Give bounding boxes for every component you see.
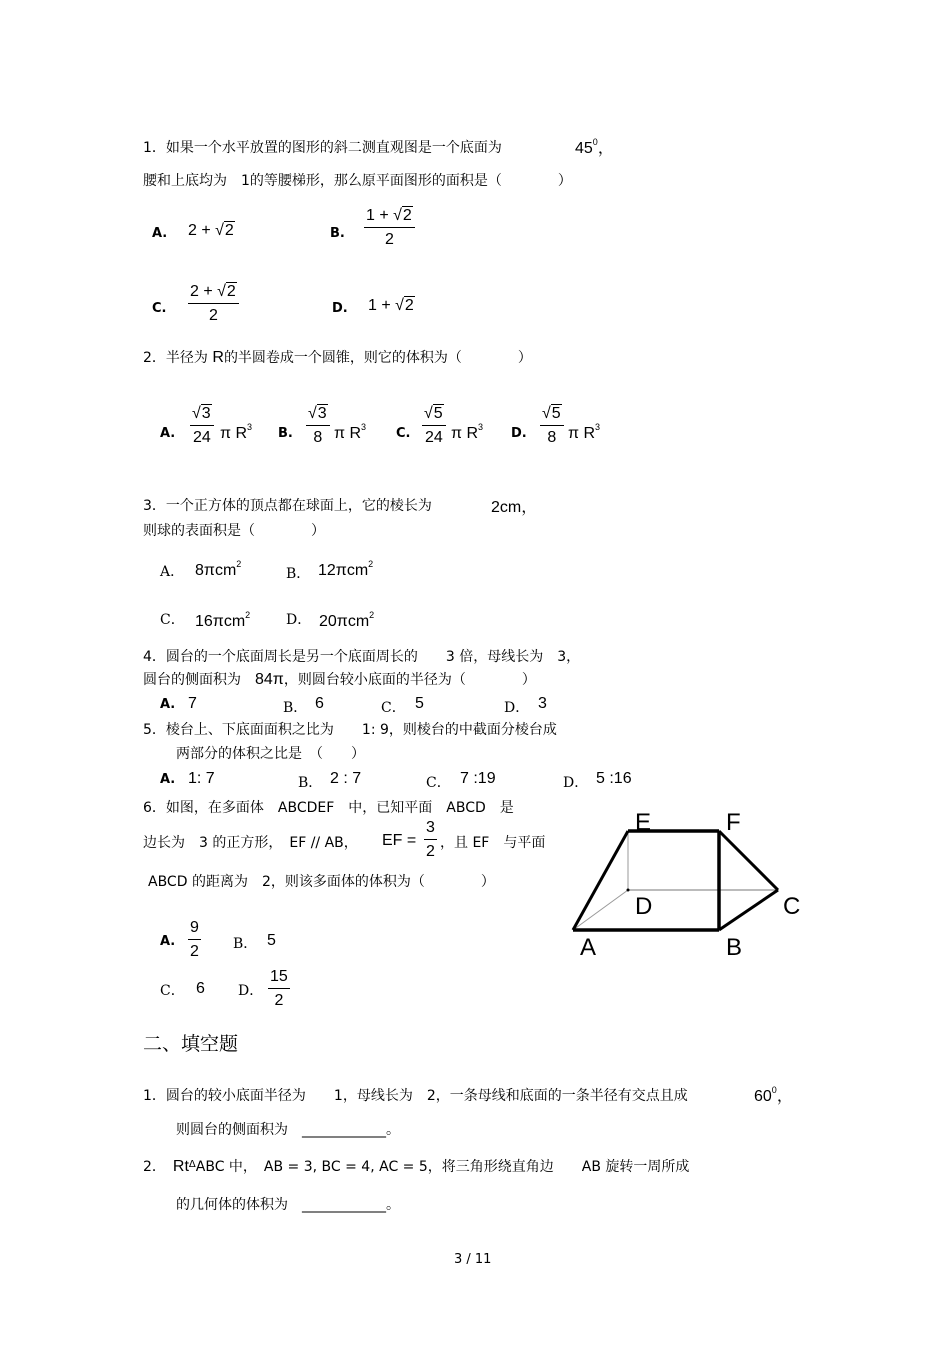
q1-option-b-label: B. (330, 226, 345, 241)
q4-option-d-label: D． (504, 700, 530, 716)
label-d: D (635, 893, 653, 920)
section-title: 二、填空题 (143, 1033, 239, 1055)
q3-option-a-label: A． (160, 564, 185, 580)
q6-ef-equals: EF = (382, 832, 417, 849)
q1-option-a-value: 2 + √2 (188, 222, 234, 239)
q5-option-c-value: 7 :19 (460, 770, 496, 787)
fill1-angle: $60^0$， (754, 1085, 793, 1105)
polyhedron-figure (560, 805, 810, 965)
q5-option-c-label: C． (426, 775, 451, 791)
q2-option-b-tail: π $R^3$ (334, 422, 367, 442)
q6-option-a-fraction: $\frac{9}{2}$ (190, 919, 199, 960)
q5-line2: 两部分的体积之比是 （ ） (176, 746, 365, 762)
q5-option-d-value: 5 :16 (596, 770, 632, 787)
q2-option-c-fraction: $\frac{√5}{24}$ (422, 406, 446, 446)
q6-line1: 6．如图，在多面体 ABCDEF 中，已知平面 ABCD 是 (143, 800, 514, 816)
q1-option-d-value: 1 + √2 (368, 297, 414, 314)
q1-option-d-label: D. (332, 301, 348, 316)
q4-option-b-value: 6 (315, 695, 324, 712)
q3-option-c-label: C． (160, 612, 185, 628)
q1-option-a-label: A. (152, 226, 168, 241)
point-d (627, 889, 630, 892)
q6-option-b-value: 5 (267, 932, 276, 949)
q5-option-b-label: B． (298, 775, 323, 791)
q6-option-b-label: B． (233, 936, 258, 952)
edge-bc (719, 890, 778, 930)
label-e: E (635, 809, 652, 836)
q1-option-c-label: C. (152, 301, 167, 316)
q4-option-b-label: B． (283, 700, 308, 716)
q3-option-d-label: D． (286, 612, 312, 628)
q3-option-b-label: B． (286, 566, 311, 582)
fill2-line2: 的几何体的体积为 ____________。 (176, 1197, 400, 1213)
q6-option-c-label: C． (160, 983, 185, 999)
q1-option-b-fraction: $\frac{1 + √2}{2}$ (364, 208, 415, 248)
q6-line2b: ，且 EF 与平面 (440, 835, 546, 851)
q4-option-c-label: C． (381, 700, 406, 716)
q2-option-d-fraction: $\frac{√5}{8}$ (540, 406, 564, 446)
q2-option-c-label: C. (396, 426, 411, 441)
q3-line2: 则球的表面积是（ ） (143, 523, 325, 539)
fill1-line2: 则圆台的侧面积为 ____________。 (176, 1122, 400, 1138)
hidden-edge-ad (573, 890, 628, 930)
q1-line1: 1．如果一个水平放置的图形的斜二测直观图是一个底面为 (143, 140, 502, 156)
q3-option-d-value: 20πcm$^2$ (319, 610, 375, 630)
q5-line1: 5．棱台上、下底面面积之比为 1: 9，则棱台的中截面分棱台成 (143, 722, 557, 738)
edge-fc (719, 831, 778, 890)
q2-option-c-tail: π $R^3$ (451, 422, 484, 442)
label-c: C (783, 893, 801, 920)
q4-line2: 圆台的侧面积为 84π，则圆台较小底面的半径为（ ） (143, 671, 536, 688)
q1-line2: 腰和上底均为 1的等腰梯形，那么原平面图形的面积是（ ） (143, 173, 572, 189)
q6-line3: ABCD 的距离为 2，则该多面体的体积为（ ） (148, 874, 495, 890)
q6-ef-fraction: $\frac{3}{2}$ (426, 819, 435, 860)
fill2-line1: 2． $Rt^\Delta ABC$ 中， AB = 3, BC = 4, AC = 5，将三角形绕直角边 AB 旋转一周所成 (143, 1158, 690, 1175)
label-a: A (580, 934, 597, 961)
q2-option-b-label: B. (278, 426, 293, 441)
q3-line1: 3．一个正方体的顶点都在球面上，它的棱长为 (143, 498, 432, 514)
label-b: B (726, 934, 743, 961)
q4-option-c-value: 5 (415, 695, 424, 712)
q6-option-d-fraction: $\frac{15}{2}$ (270, 968, 288, 1009)
page-number: 3 / 11 (454, 1252, 492, 1267)
label-f: F (726, 809, 741, 836)
q3-length: 2cm， (491, 499, 538, 516)
fill1-line1: 1．圆台的较小底面半径为 1，母线长为 2，一条母线和底面的一条半径有交点且成 (143, 1088, 688, 1104)
q4-option-a-label: A. (160, 697, 176, 712)
q6-option-d-label: D． (238, 983, 264, 999)
q5-option-d-label: D． (563, 775, 589, 791)
q3-option-b-value: 12πcm$^2$ (318, 559, 374, 579)
q6-option-c-value: 6 (196, 980, 205, 997)
q5-option-a-label: A. (160, 772, 176, 787)
q2-option-a-label: A. (160, 426, 176, 441)
q2-option-d-tail: π $R^3$ (568, 422, 601, 442)
q1-angle: $45^0$， (575, 137, 614, 157)
q4-option-a-value: 7 (188, 695, 197, 712)
q3-option-a-value: 8πcm$^2$ (195, 559, 242, 579)
q5-option-b-value: 2 : 7 (330, 770, 362, 787)
q2-option-a-fraction: $\frac{√3}{24}$ (190, 406, 214, 446)
edge-ae (573, 831, 628, 930)
q2-option-a-tail: π $R^3$ (220, 422, 253, 442)
q2-line1: 2．半径为 R的半圆卷成一个圆锥，则它的体积为（ ） (143, 349, 532, 366)
q6-line2a: 边长为 3 的正方形， EF // AB， (143, 835, 358, 851)
q2-option-d-label: D. (511, 426, 527, 441)
q4-option-d-value: 3 (538, 695, 547, 712)
q2-option-b-fraction: $\frac{√3}{8}$ (306, 406, 330, 446)
q6-option-a-label: A. (160, 934, 176, 949)
q4-line1: 4．圆台的一个底面周长是另一个底面周长的 3 倍，母线长为 3， (143, 649, 581, 665)
q1-option-c-fraction: $\frac{2 + √2}{2}$ (188, 284, 239, 324)
q5-option-a-value: 1: 7 (188, 770, 215, 787)
q3-option-c-value: 16πcm$^2$ (195, 610, 251, 630)
